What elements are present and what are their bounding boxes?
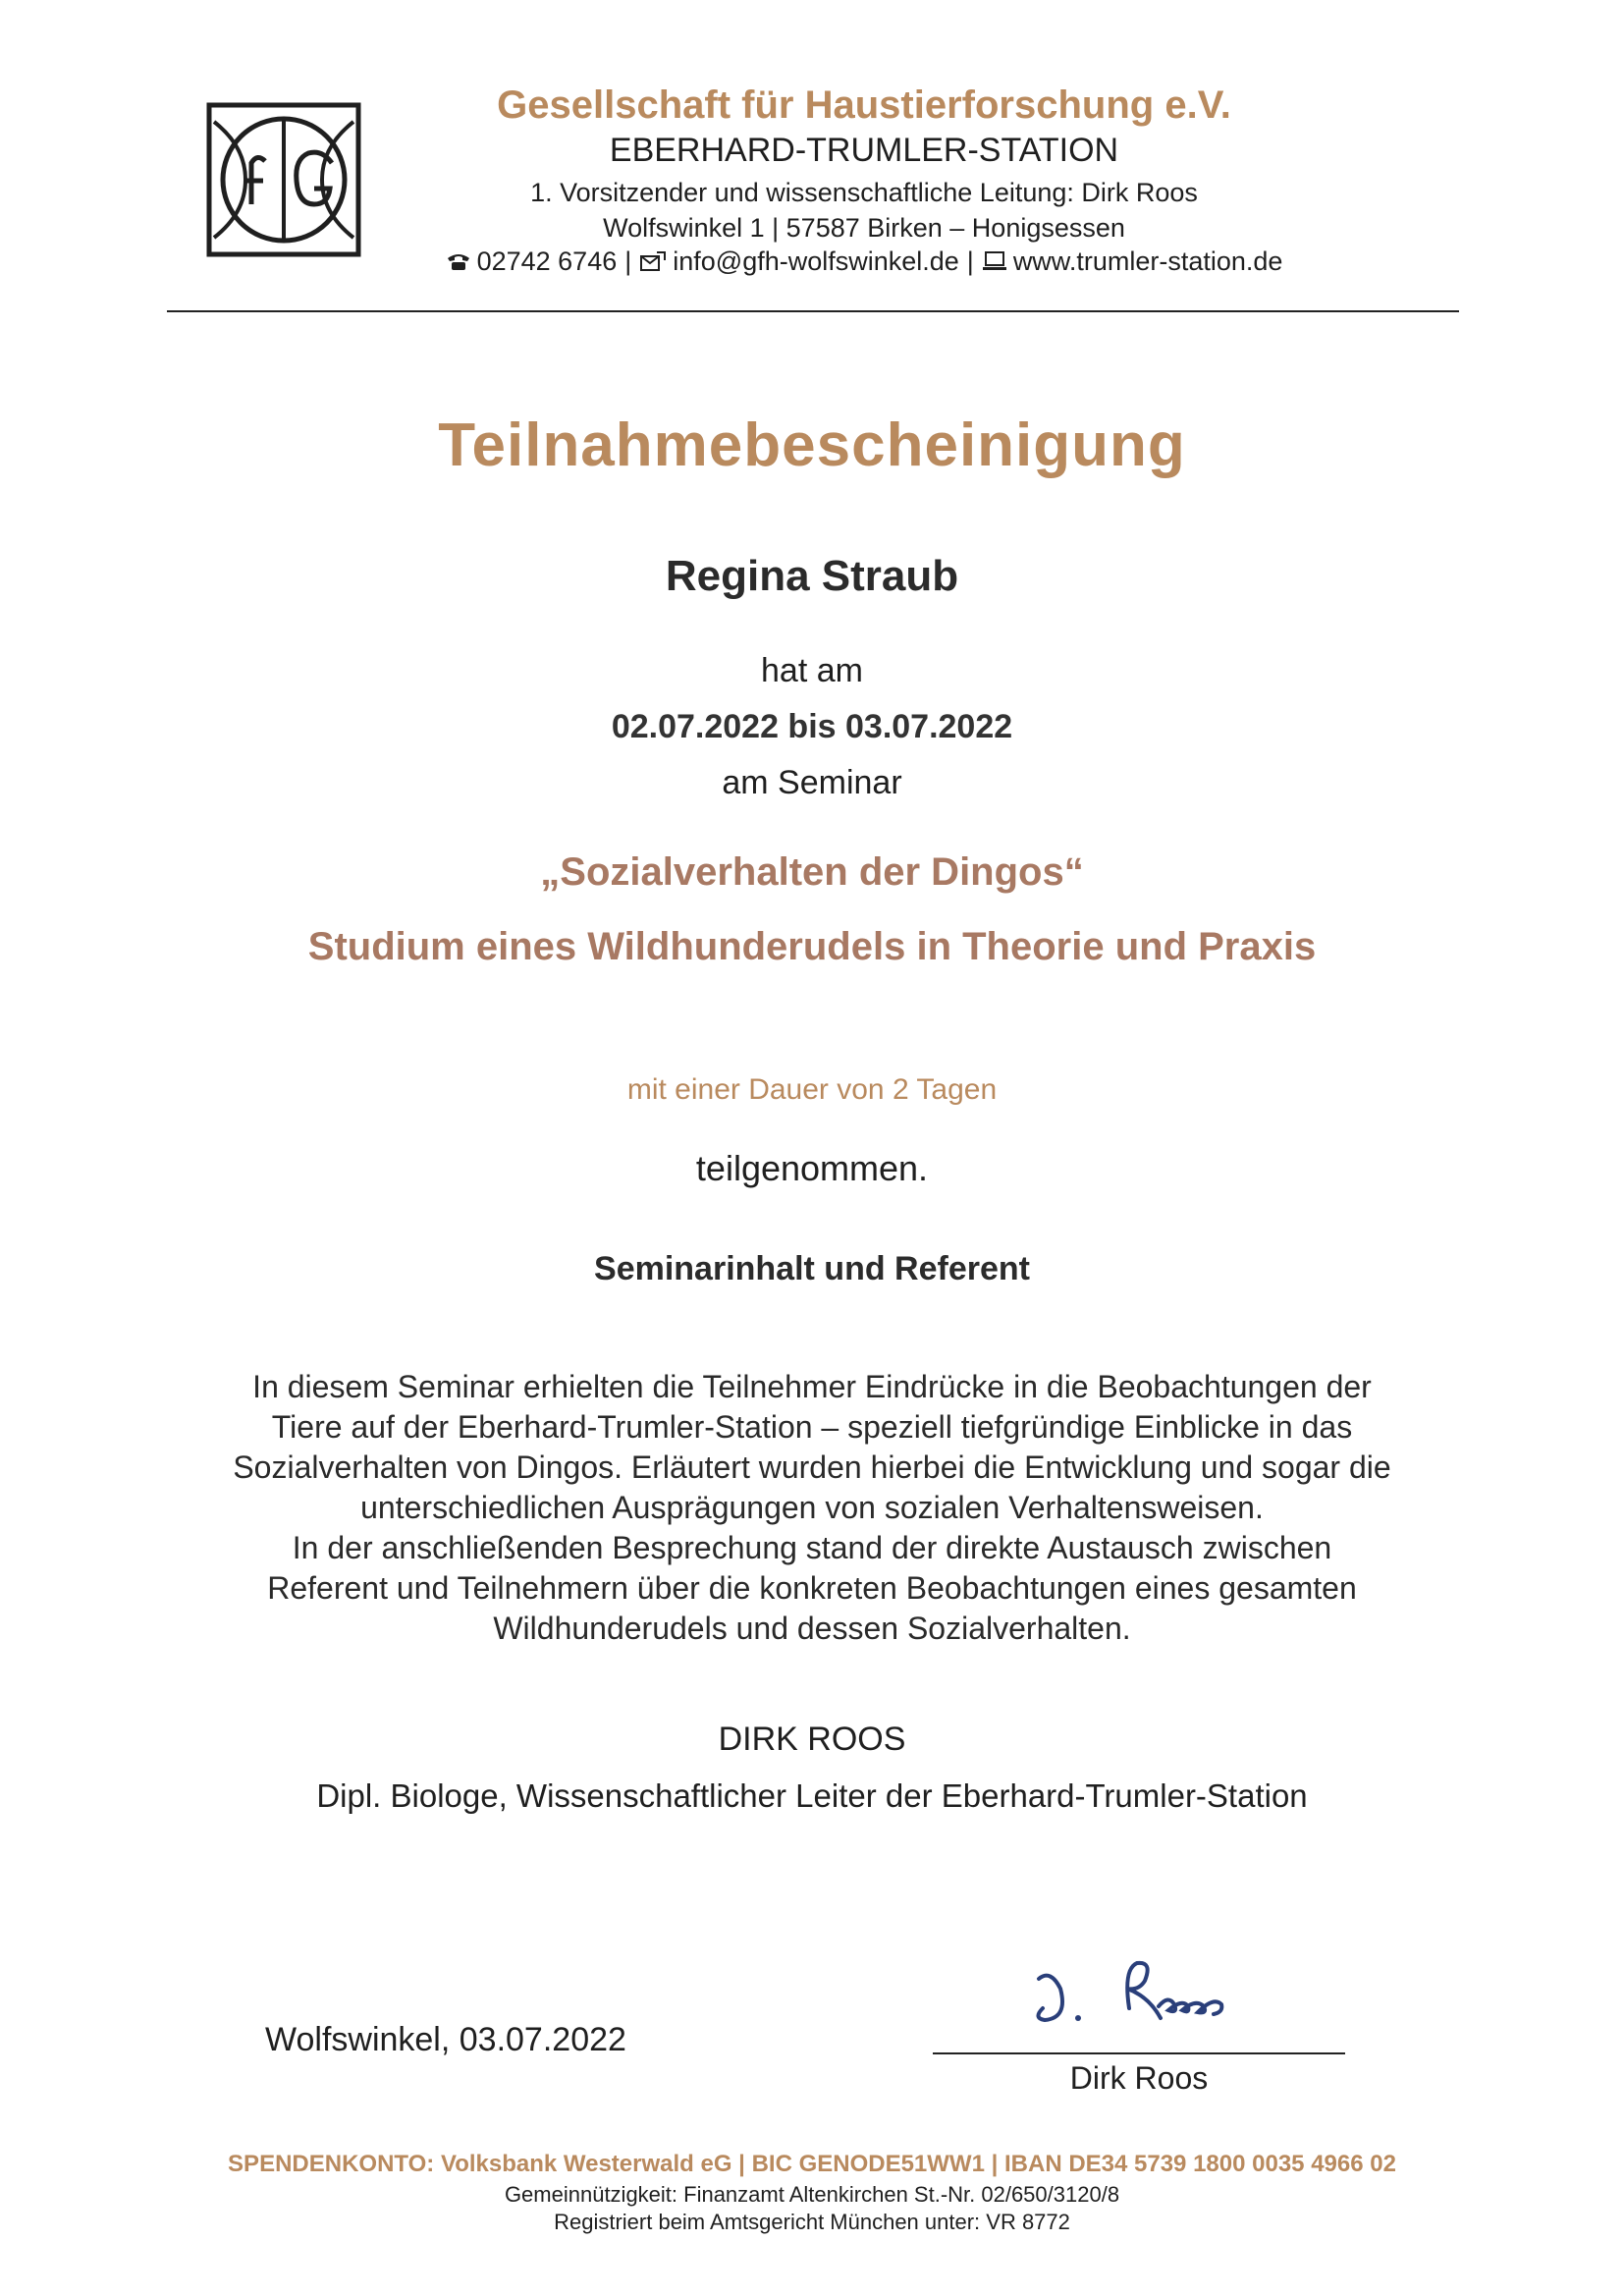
place-and-date: Wolfswinkel, 03.07.2022: [265, 2021, 626, 2058]
mail-icon: [639, 248, 667, 279]
phone-icon: [446, 248, 471, 279]
participated-text: teilgenommen.: [695, 1148, 929, 1188]
seminar-label: am Seminar: [722, 764, 902, 801]
content-line: In diesem Seminar erhielten die Teilnehmer Eindrücke in die Beobachtungen der: [252, 1369, 1372, 1404]
signature-line: [933, 2052, 1345, 2054]
signer-name: Dirk Roos: [1069, 2060, 1209, 2096]
document-title: Teilnahmebescheinigung: [438, 411, 1186, 479]
referent-title: Dipl. Biologe, Wissenschaftlicher Leiter der Eberhard-Trumler-Station: [316, 1777, 1308, 1814]
content-line: Referent und Teilnehmern über die konkreten Beobachtungen eines gesamten: [267, 1570, 1357, 1606]
station-name: EBERHARD-TRUMLER-STATION: [609, 132, 1119, 169]
organization-logo: [206, 102, 361, 257]
header-divider: [167, 310, 1459, 312]
register-note: Registriert beim Amtsgericht München unter: VR 8772: [554, 2210, 1070, 2234]
contact-line: 02742 6746 | info@gfh-wolfswinkel.de | www.trumler-station.de: [393, 246, 1335, 279]
computer-icon: [982, 248, 1007, 279]
intro-text: hat am: [761, 652, 863, 689]
seminar-dates: 02.07.2022 bis 03.07.2022: [611, 708, 1013, 745]
phone-number[interactable]: 02742 6746: [476, 246, 618, 276]
content-line: In der anschließenden Besprechung stand der direkte Austausch zwischen: [292, 1530, 1332, 1565]
email-link[interactable]: info@gfh-wolfswinkel.de: [673, 246, 959, 276]
participant-name: Regina Straub: [665, 552, 959, 600]
seminar-duration: mit einer Dauer von 2 Tagen: [626, 1073, 998, 1106]
address-line: Wolfswinkel 1 | 57587 Birken – Honigsessen: [603, 213, 1125, 243]
handwritten-signature: [1021, 1949, 1276, 2038]
content-paragraph: [0, 1367, 1624, 1649]
content-heading: Seminarinhalt und Referent: [594, 1250, 1030, 1287]
seminar-subtitle: Studium eines Wildhunderudels in Theorie und Praxis: [307, 925, 1317, 968]
leadership-line: 1. Vorsitzender und wissenschaftliche Leitung: Dirk Roos: [530, 178, 1198, 207]
bank-details: SPENDENKONTO: Volksbank Westerwald eG | BIC GENODE51WW1 | IBAN DE34 5739 1800 0035 4966 02: [228, 2151, 1396, 2177]
website-link[interactable]: www.trumler-station.de: [1012, 246, 1283, 276]
content-line: Tiere auf der Eberhard-Trumler-Station – speziell tiefgründige Einblicke in das: [271, 1409, 1353, 1445]
content-line: Wildhunderudels und dessen Sozialverhalten.: [493, 1611, 1131, 1646]
content-line: unterschiedlichen Ausprägungen von sozialen Verhaltensweisen.: [360, 1490, 1264, 1525]
organization-name: Gesellschaft für Haustierforschung e.V.: [497, 83, 1231, 127]
referent-name: DIRK ROOS: [718, 1721, 906, 1758]
content-line: Sozialverhalten von Dingos. Erläutert wurden hierbei die Entwicklung und sogar die: [233, 1449, 1391, 1485]
seminar-title: „Sozialverhalten der Dingos“: [540, 850, 1084, 894]
tax-note: Gemeinnützigkeit: Finanzamt Altenkirchen St.-Nr. 02/650/3120/8: [504, 2182, 1120, 2207]
